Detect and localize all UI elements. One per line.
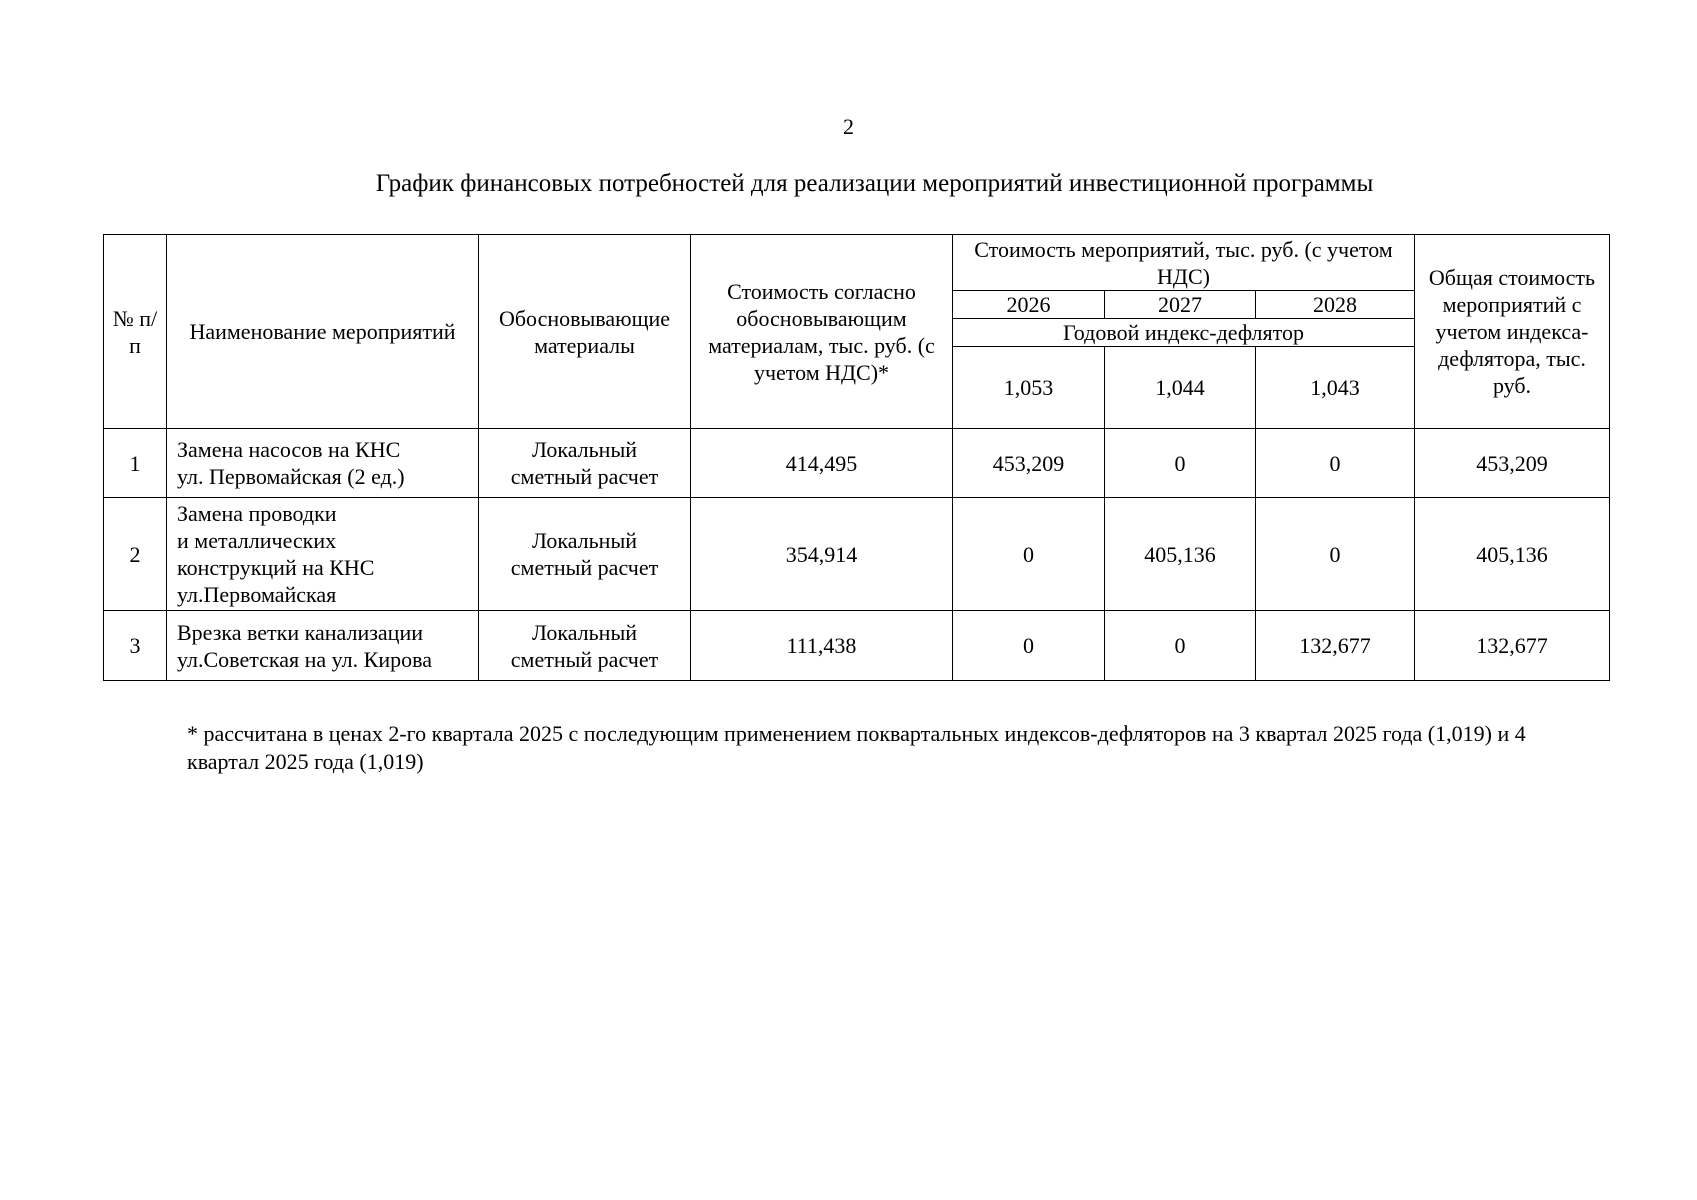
cell-2026: 0	[953, 498, 1105, 611]
financial-needs-table	[103, 234, 1610, 681]
cell-2026: 453,209	[953, 429, 1105, 498]
cell-cost-basis: 354,914	[691, 498, 953, 611]
header-deflator-label: Годовой индекс-дефлятор	[953, 319, 1415, 347]
cell-materials: Локальный сметный расчет	[479, 498, 691, 611]
cell-num: 3	[104, 611, 167, 681]
cell-2028: 0	[1256, 429, 1415, 498]
page-number: 2	[843, 114, 854, 139]
header-year-2027: 2027	[1105, 291, 1256, 319]
cell-cost-basis: 414,495	[691, 429, 953, 498]
cell-cost-basis: 111,438	[691, 611, 953, 681]
cell-total: 453,209	[1415, 429, 1610, 498]
cell-2028: 0	[1256, 498, 1415, 611]
table-row	[104, 429, 1610, 498]
cell-num: 1	[104, 429, 167, 498]
cell-num: 2	[104, 498, 167, 611]
document-title: График финансовых потребностей для реализации мероприятий инвестиционной программы	[375, 170, 1374, 197]
header-cost-basis: Стоимость согласно обосновывающим материалам, тыс. руб. (с учетом НДС)*	[691, 235, 953, 429]
cell-2026: 0	[953, 611, 1105, 681]
header-cost-group: Стоимость мероприятий, тыс. руб. (с учетом НДС)	[953, 235, 1415, 291]
cell-2027: 405,136	[1105, 498, 1256, 611]
cell-name: Врезка ветки канализации ул.Советская на ул. Кирова	[167, 611, 479, 681]
cell-2027: 0	[1105, 611, 1256, 681]
header-year-2026: 2026	[953, 291, 1105, 319]
table-row	[104, 498, 1610, 611]
header-year-2028: 2028	[1256, 291, 1415, 319]
cell-2028: 132,677	[1256, 611, 1415, 681]
deflator-2028: 1,043	[1256, 347, 1415, 429]
cell-name: Замена проводки и металлических конструкций на КНС ул.Первомайская	[167, 498, 479, 611]
cell-materials: Локальный сметный расчет	[479, 611, 691, 681]
header-num: № п/п	[104, 235, 167, 429]
cell-materials: Локальный сметный расчет	[479, 429, 691, 498]
header-total: Общая стоимость мероприятий с учетом индекса-дефлятора, тыс. руб.	[1415, 235, 1610, 429]
header-name: Наименование мероприятий	[167, 235, 479, 429]
header-materials: Обосновывающие материалы	[479, 235, 691, 429]
cell-name: Замена насосов на КНС ул. Первомайская (2 ед.)	[167, 429, 479, 498]
footnote: * рассчитана в ценах 2-го квартала 2025 с последующим применением поквартальных индексов-дефляторов на 3 квартал 2025 года (1,019) и 4 квартал 2025 года (1,019)	[187, 721, 1526, 774]
cell-2027: 0	[1105, 429, 1256, 498]
deflator-2026: 1,053	[953, 347, 1105, 429]
deflator-2027: 1,044	[1105, 347, 1256, 429]
header-row-top	[104, 235, 1610, 291]
table-row	[104, 611, 1610, 681]
cell-total: 405,136	[1415, 498, 1610, 611]
cell-total: 132,677	[1415, 611, 1610, 681]
